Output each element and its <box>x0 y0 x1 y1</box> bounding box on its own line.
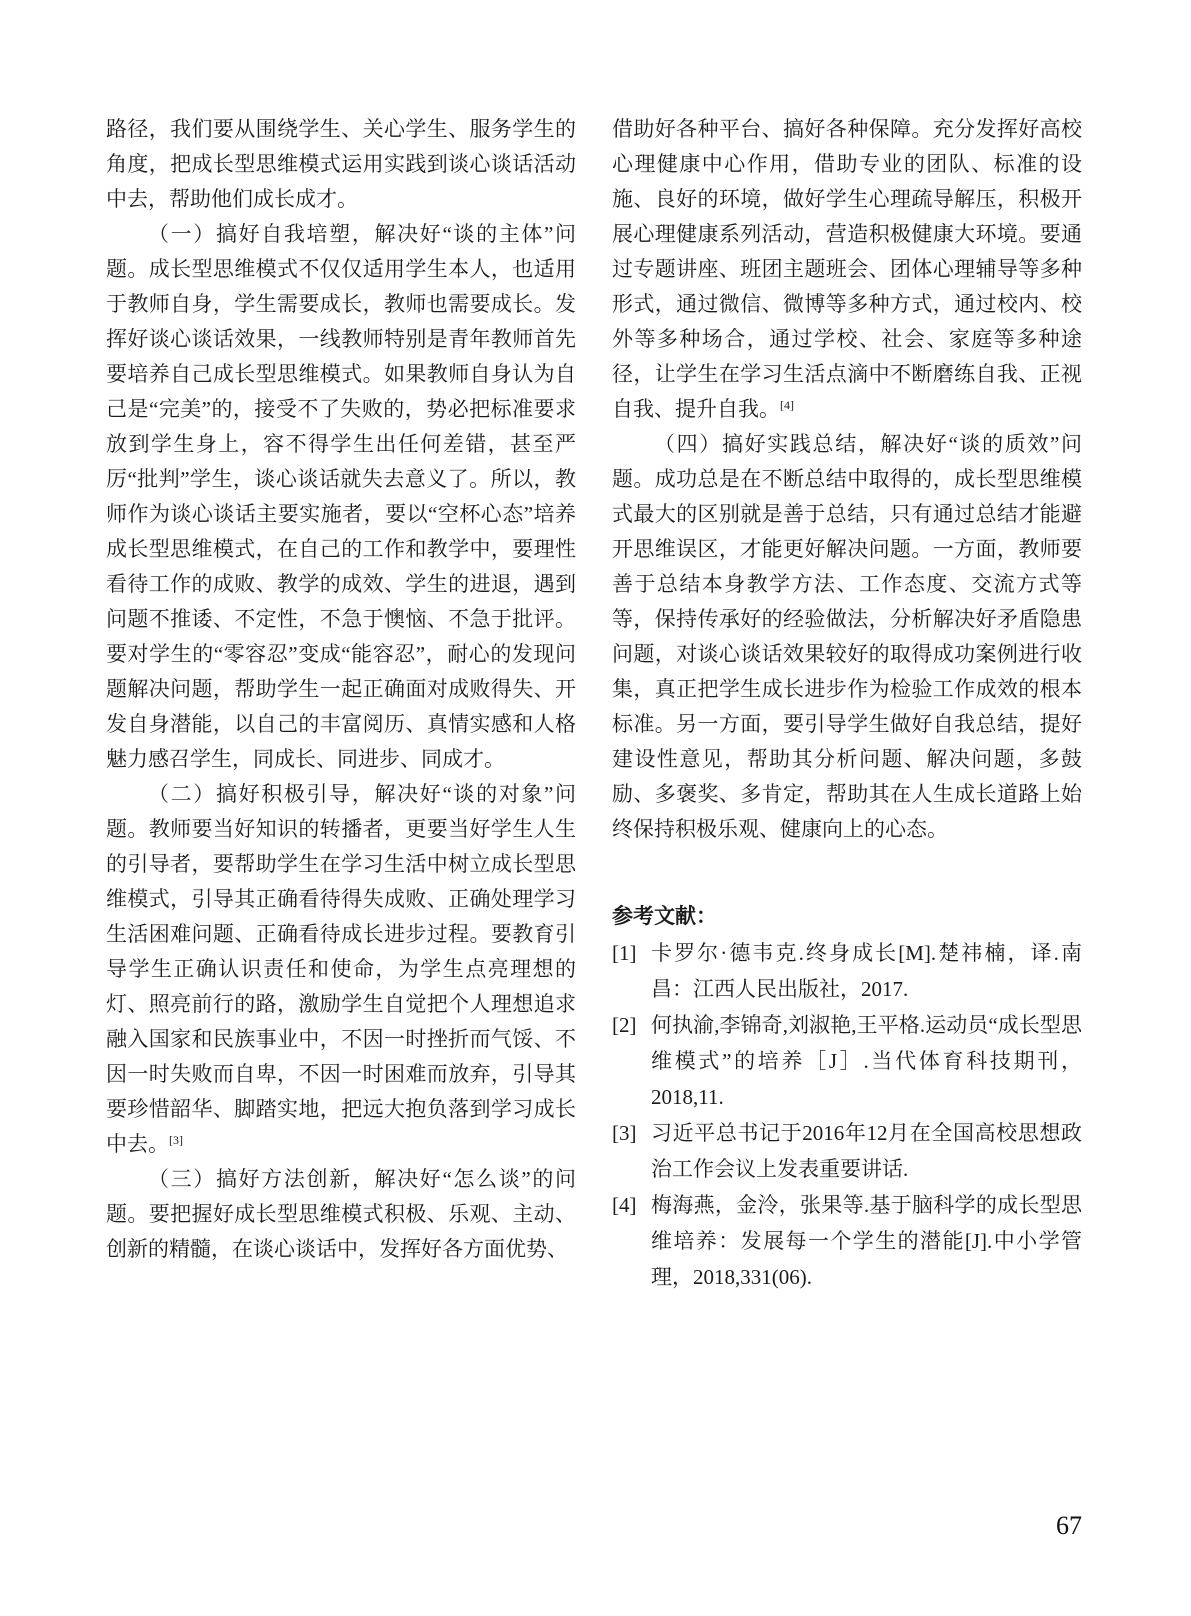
reference-item <box>612 1115 1082 1187</box>
reference-text: 卡罗尔·德韦克.终身成长[M].楚祎楠，译.南昌：江西人民出版社，2017. <box>651 941 1082 1001</box>
references-heading: 参考文献： <box>612 905 717 928</box>
paragraph-text: 路径，我们要从围绕学生、关心学生、服务学生的角度，把成长型思维模式运用实践到谈心谈话活动中去，帮助他们成长成才。 <box>106 117 576 211</box>
reference-text: 梅海燕，金泠，张果等.基于脑科学的成长型思维培养：发展每一个学生的潜能[J].中小学管理，2018,331(06). <box>651 1193 1082 1289</box>
reference-label: [3] <box>612 1121 637 1145</box>
footnote-ref-4: [4] <box>780 398 794 412</box>
reference-item <box>612 935 1082 1007</box>
paragraph-continuation <box>612 112 1082 427</box>
paragraph-section-3 <box>106 1162 576 1267</box>
paragraph-section-2 <box>106 777 576 1162</box>
paragraph-text: 借助好各种平台、搞好各种保障。充分发挥好高校心理健康中心作用，借助专业的团队、标准的设施、良好的环境，做好学生心理疏导解压，积极开展心理健康系列活动，营造积极健康大环境。要通过专题讲座、班团主题班会、团体心理辅导等多种形式，通过微信、微博等多种方式，通过校内、校外等多种场合，通过学校、社会、家庭等多种途径，让学生在学习生活点滴中不断磨练自我、正视自我、提升自我。 <box>612 117 1082 421</box>
footnote-ref-3: [3] <box>169 1133 183 1147</box>
paragraph-text: （三）搞好方法创新，解决好“怎么谈”的问题。要把握好成长型思维模式积极、乐观、主动、创新的精髓，在谈心谈话中，发挥好各方面优势、 <box>106 1167 576 1261</box>
references-list <box>612 935 1082 1295</box>
reference-item <box>612 1007 1082 1115</box>
reference-item <box>612 1187 1082 1295</box>
reference-label: [2] <box>612 1013 637 1037</box>
paragraph-section-1 <box>106 217 576 777</box>
reference-text: 何执渝,李锦奇,刘淑艳,王平格.运动员“成长型思维模式”的培养［J］.当代体育科技期刊，2018,11. <box>651 1013 1082 1109</box>
paragraph-text: （二）搞好积极引导，解决好“谈的对象”问题。教师要当好知识的转播者，更要当好学生人生的引导者，要帮助学生在学习生活中树立成长型思维模式，引导其正确看待得失成败、正确处理学习生活困难问题、正确看待成长进步过程。要教育引导学生正确认识责任和使命，为学生点亮理想的灯、照亮前行的路，激励学生自觉把个人理想追求融入国家和民族事业中，不因一时挫折而气馁、不因一时失败而自卑，不因一时困难而放弃，引导其要珍惜韶华、脚踏实地，把远大抱负落到学习成长中去。 <box>106 782 576 1156</box>
reference-text: 习近平总书记于2016年12月在全国高校思想政治工作会议上发表重要讲话. <box>651 1121 1082 1181</box>
paragraph-text: （一）搞好自我培塑，解决好“谈的主体”问题。成长型思维模式不仅仅适用学生本人，也适用于教师自身，学生需要成长，教师也需要成长。发挥好谈心谈话效果，一线教师特别是青年教师首先要培养自己成长型思维模式。如果教师自身认为自己是“完美”的，接受不了失败的，势必把标准要求放到学生身上，容不得学生出任何差错，甚至严厉“批判”学生，谈心谈话就失去意义了。所以，教师作为谈心谈话主要实施者，要以“空杯心态”培养成长型思维模式，在自己的工作和教学中，要理性看待工作的成败、教学的成效、学生的进退，遇到问题不推诿、不定性，不急于懊恼、不急于批评。要对学生的“零容忍”变成“能容忍”，耐心的发现问题解决问题，帮助学生一起正确面对成败得失、开发自身潜能，以自己的丰富阅历、真情实感和人格魅力感召学生，同成长、同进步、同成才。 <box>106 222 576 771</box>
reference-label: [4] <box>612 1193 637 1217</box>
reference-label: [1] <box>612 941 637 965</box>
left-column <box>106 112 576 1267</box>
paragraph-section-4 <box>612 427 1082 847</box>
right-column <box>612 112 1082 1295</box>
paragraph-text: （四）搞好实践总结，解决好“谈的质效”问题。成功总是在不断总结中取得的，成长型思维模式最大的区别就是善于总结，只有通过总结才能避开思维误区，才能更好解决问题。一方面，教师要善于总结本身教学方法、工作态度、交流方式等等，保持传承好的经验做法，分析解决好矛盾隐患问题，对谈心谈话效果较好的取得成功案例进行收集，真正把学生成长进步作为检验工作成效的根本标准。另一方面，要引导学生做好自我总结，提好建设性意见，帮助其分析问题、解决问题，多鼓励、多褒奖、多肯定，帮助其在人生成长道路上始终保持积极乐观、健康向上的心态。 <box>612 432 1082 841</box>
paragraph-continuation <box>106 112 576 217</box>
page-number: 67 <box>1056 1511 1082 1540</box>
